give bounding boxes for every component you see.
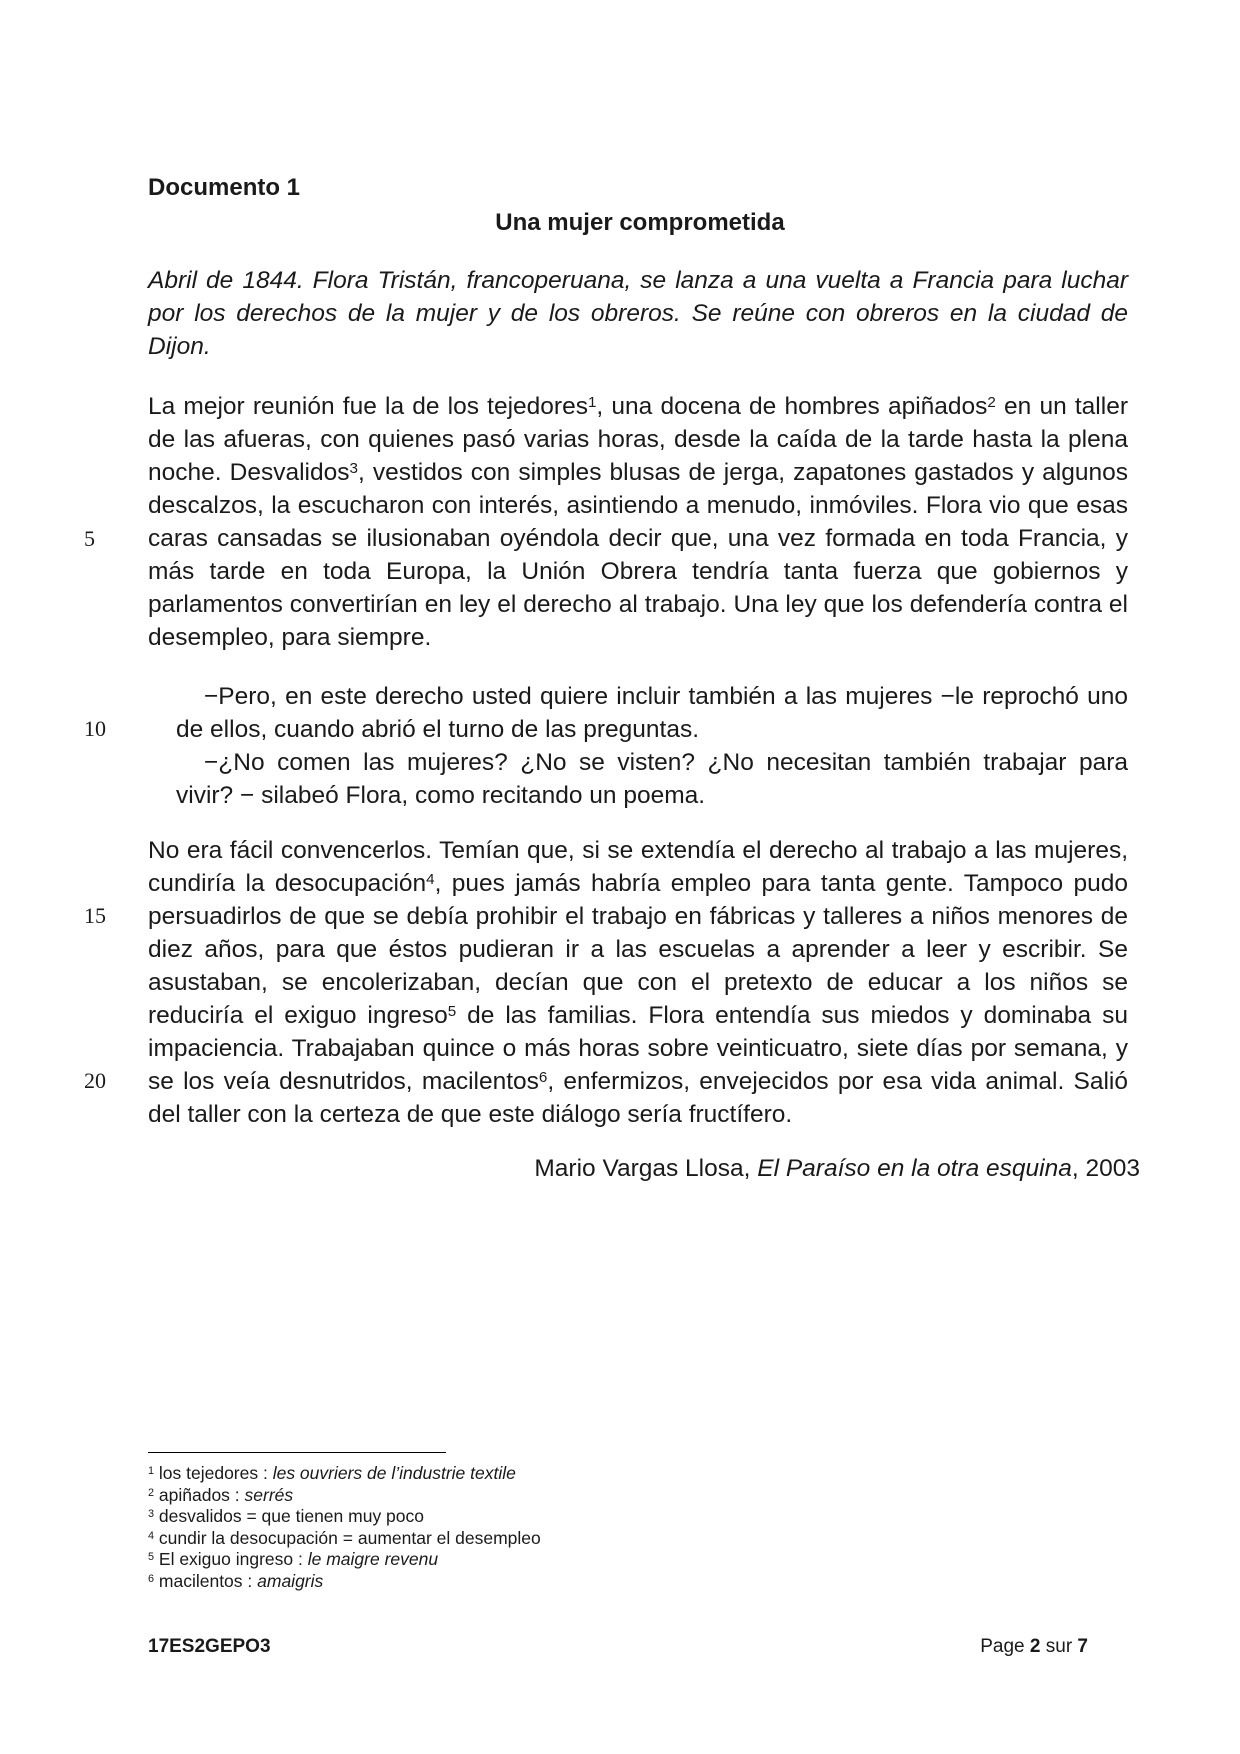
source-author: Mario Vargas Llosa,: [534, 1155, 758, 1182]
footnote-divider: [148, 1452, 446, 1453]
exam-code: 17ES2GEPO3: [148, 1636, 271, 1657]
dialog-block: [148, 680, 1128, 812]
line-number: 5: [84, 526, 95, 551]
footnote-item: $^3$ desvalidos = que tienen muy poco: [148, 1506, 425, 1526]
document-title: Una mujer comprometida: [495, 209, 785, 236]
footnote-item: $^6$ macilentos : amaigris: [148, 1570, 324, 1591]
line-number: 10: [84, 716, 106, 741]
paragraph-3-text: , pues jamás habría empleo para tanta gente. Tampoco pudo persuadirlos de que se debía prohibir el trabajo en fábricas y talleres a niños menores de diez años, para que éstos pudieran ir a las escuelas a aprender a leer y escribir. Se asustaban, se encolerizaban, decían que con el pretexto de educar a los niños se reduciría el exiguo ingreso: [148, 870, 1128, 1029]
paragraph-1-text: , una docena de hombres apiñados: [596, 393, 988, 420]
source-year: , 2003: [1071, 1155, 1140, 1182]
footnote-ref-6: 6: [538, 1069, 548, 1087]
source-citation: [534, 1155, 1140, 1183]
footnote-ref-4: 4: [426, 871, 435, 889]
paragraph-3-text: de las familias. Flora entendía sus miedos y dominaba su impaciencia. Trabajaban quince o más horas sobre veinticuatro, siete días por semana, y se los veía desnutridos, macilentos: [148, 1002, 1128, 1095]
footnotes: [148, 1463, 541, 1592]
paragraph-1: [148, 390, 1128, 654]
footnote-ref-2: 2: [987, 394, 996, 412]
document-label: Documento 1: [148, 174, 301, 201]
line-number: 20: [84, 1068, 106, 1093]
intro-paragraph: Abril de 1844. Flora Tristán, francoperuana, se lanza a una vuelta a Francia para luchar por los derechos de la mujer y de los obreros. Se reúne con obreros en la ciudad de Dijon.: [148, 267, 1128, 360]
paragraph-3-text: No era fácil convencerlos. Temían que, si se extendía el derecho al trabajo a las mujeres, cundiría la desocupación: [148, 837, 1128, 897]
dialog-line: −Pero, en este derecho usted quiere incluir también a las mujeres −le reprochó uno de ellos, cuando abrió el turno de las preguntas.: [176, 683, 1128, 743]
footnote-ref-5: 5: [447, 1003, 457, 1021]
footnote-item: $^5$ El exiguo ingreso : le maigre revenu: [148, 1549, 439, 1569]
source-work: El Paraíso en la otra esquina: [757, 1155, 1072, 1182]
line-number: 15: [84, 903, 106, 928]
paragraph-3-text: , enfermizos, envejecidos por esa vida animal. Salió del taller con la certeza de que este diálogo sería fructífero.: [148, 1068, 1128, 1128]
page-indicator: Page 2 sur 7: [980, 1636, 1088, 1657]
paragraph-1-text: , vestidos con simples blusas de jerga, zapatones gastados y algunos descalzos, la escucharon con interés, asintiendo a menudo, inmóviles. Flora vio que esas caras cansadas se ilusionaban oyéndola decir que, una vez formada en toda Francia, y más tarde en toda Europa, la Unión Obrera tendría tanta fuerza que gobiernos y parlamentos convertirían en ley el derecho al trabajo. Una ley que los defendería contra el desempleo, para siempre.: [148, 459, 1128, 651]
dialog-line: −¿No comen las mujeres? ¿No se visten? ¿No necesitan también trabajar para vivir? − silabeó Flora, como recitando un poema.: [176, 749, 1128, 809]
footnote-item: $^4$ cundir la desocupación = aumentar el desempleo: [148, 1527, 541, 1548]
footnote-ref-3: 3: [349, 460, 358, 478]
footnote-item: $^1$ los tejedores : les ouvriers de l’industrie textile: [148, 1463, 516, 1483]
paragraph-1-text: La mejor reunión fue la de los tejedores: [148, 393, 588, 420]
paragraph-3: [148, 834, 1128, 1131]
footnote-item: $^2$ apiñados : serrés: [148, 1484, 294, 1505]
footnote-ref-1: 1: [587, 394, 597, 412]
paragraph-1-text: en un taller de las afueras, con quienes pasó varias horas, desde la caída de la tarde hasta la plena noche. Desvalidos: [148, 393, 1128, 486]
